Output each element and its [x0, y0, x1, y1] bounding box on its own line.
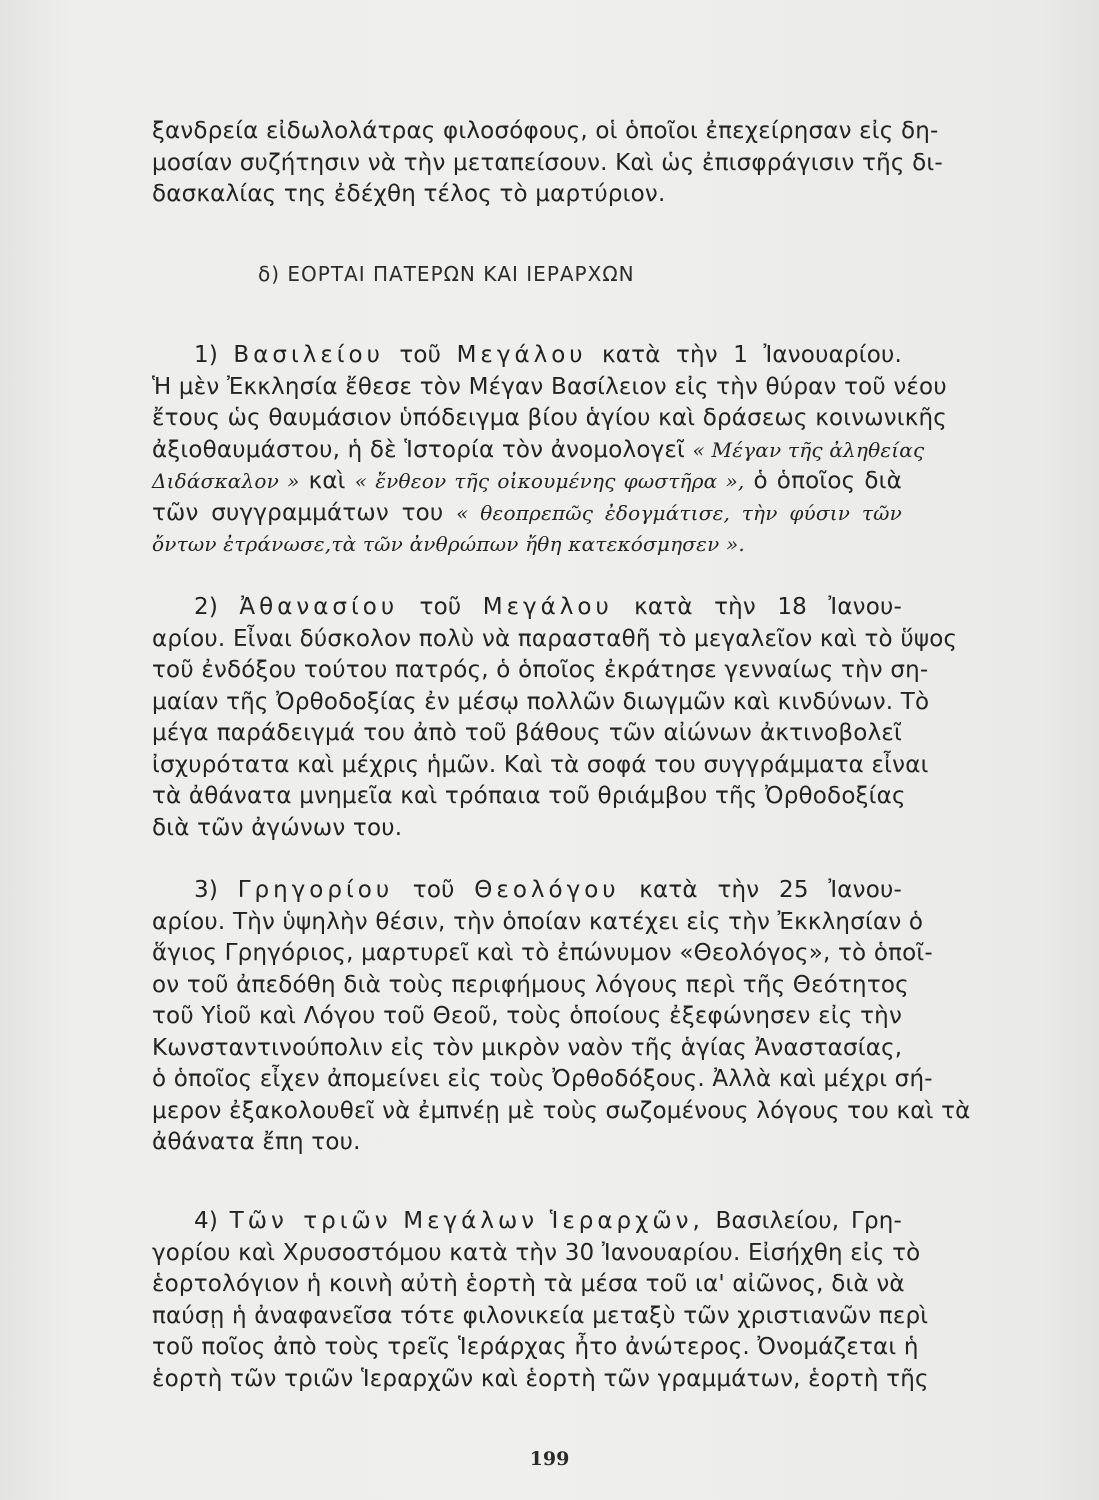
text-line: ξανδρεία εἰδωλολάτρας φιλοσόφους, οἱ ὁποῖοι ἐπεχείρησαν εἰς δη-: [152, 118, 939, 144]
saint-name: Τῶν τριῶν: [229, 1208, 392, 1234]
section-heading: δ) ΕΟΡΤΑΙ ΠΑΤΕΡΩΝ ΚΑΙ ΙΕΡΑΡΧΩΝ: [258, 262, 635, 286]
text-line: τοῦ ἐνδόξου τούτου πατρός, ὁ ὁποῖος ἐκράτησε γενναίως τὴν ση-: [152, 657, 929, 683]
feast-paragraph-basil: [152, 340, 947, 561]
text-segment: ὁ ὁποῖος διὰ: [753, 468, 902, 494]
item-number: 1): [194, 342, 219, 368]
text-line: [152, 340, 902, 372]
text-segment: Βασιλείου, Γρη-: [715, 1208, 903, 1234]
text-line: ἔτους ὡς θαυμάσιον ὑπόδειγμα βίου ἁγίου καὶ δράσεως κοινωνικῆς: [152, 405, 947, 431]
text-line: τοῦ Υἱοῦ καὶ Λόγου τοῦ Θεοῦ, τοὺς ὁποίους ἐξεφώνησεν εἰς τὴν: [152, 1003, 902, 1029]
item-number: 2): [194, 594, 219, 620]
text-line: ἰσχυρότατα καὶ μέχρις ἡμῶν. Καὶ τὰ σοφά του συγγράμματα εἶναι: [152, 751, 929, 778]
page-number: 199: [529, 1448, 570, 1470]
intro-paragraph: [152, 116, 943, 211]
saint-epithet: Θεολόγου: [474, 877, 620, 903]
text-line: [152, 498, 902, 530]
feast-date: κατὰ τὴν 18 Ἰανου-: [634, 594, 903, 620]
saint-name: Γρηγορίου: [237, 877, 394, 903]
feast-date: κατὰ τὴν 1 Ἰανουαρίου.: [602, 342, 903, 368]
text-line: δασκαλίας της ἐδέχθη τέλος τὸ μαρτύριον.: [152, 181, 666, 207]
text-line: διὰ τῶν ἀγώνων του.: [152, 814, 403, 841]
feast-date: κατὰ τὴν 25 Ἰανου-: [639, 877, 902, 903]
text-line: [152, 592, 902, 624]
article-word: τοῦ: [419, 594, 462, 620]
text-line: τοῦ ποῖος ἀπὸ τοὺς τρεῖς Ἱεράρχας ἦτο ἀνώτερος. Ὀνομάζεται ἡ: [152, 1334, 919, 1360]
item-number: 3): [194, 877, 219, 903]
text-line: [152, 466, 902, 498]
saint-name: Ἀθανασίου: [239, 594, 399, 620]
text-segment: τῶν συγγραμμάτων του: [152, 499, 444, 526]
text-line: ἑορτὴ τῶν τριῶν Ἱεραρχῶν καὶ ἑορτὴ τῶν γραμμάτων, ἑορτὴ τῆς: [152, 1365, 929, 1392]
text-line: [152, 875, 902, 907]
text-line: μερον ἐξακολουθεῖ νὰ ἐμπνέῃ μὲ τοὺς σωζομένους λόγους του καὶ τὰ: [152, 1097, 971, 1124]
saint-name: Βασιλείου: [233, 342, 384, 368]
saint-epithet: Μεγάλου: [482, 594, 613, 620]
text-line: ον τοῦ ἀπεδόθη διὰ τοὺς περιφήμους λόγους περὶ τῆς Θεότητος: [152, 971, 909, 998]
text-line: [152, 1206, 902, 1238]
text-line: μέγα παράδειγμά του ἀπὸ τοῦ βάθους τῶν αἰώνων ἀκτινοβολεῖ: [152, 720, 902, 746]
quotation: « θεοπρεπῶς ἐδογμάτισε, τὴν φύσιν τῶν: [456, 500, 903, 525]
text-line: ἅγιος Γρηγόριος, μαρτυρεῖ καὶ τὸ ἐπώνυμον «Θεολόγος», τὸ ὁποῖ-: [152, 940, 933, 966]
text-line: ὁ ὁποῖος εἶχεν ἀπομείνει εἰς τοὺς Ὀρθοδόξους. Ἀλλὰ καὶ μέχρι σή-: [152, 1066, 933, 1092]
text-line: μαίαν τῆς Ὀρθοδοξίας ἐν μέσῳ πολλῶν διωγμῶν καὶ κινδύνων. Τὸ: [152, 688, 930, 715]
saint-epithet: Μεγάλου: [456, 342, 587, 368]
text-line: μοσίαν συζήτησιν νὰ τὴν μεταπείσουν. Καὶ ὡς ἐπισφράγισιν τῆς δι-: [152, 149, 943, 176]
quotation-line: ὄντων ἐτράνωσε,τὰ τῶν ἀνθρώπων ἤθη κατεκόσμησεν ».: [152, 532, 745, 556]
article-word: τοῦ: [412, 877, 455, 903]
text-line: ἑορτολόγιον ἡ κοινὴ αὐτὴ ἑορτὴ τὰ μέσα τοῦ ια' αἰῶνος, διὰ νὰ: [152, 1271, 905, 1297]
text-line: Κωνσταντινούπολιν εἰς τὸν μικρὸν ναὸν τῆς ἁγίας Ἀναστασίας,: [152, 1034, 903, 1061]
feast-paragraph-athanasius: [152, 592, 958, 844]
text-segment: ἀξιοθαυμάστου, ἡ δὲ Ἱστορία τὸν ἀνομολογεῖ: [152, 436, 686, 463]
text-line: αρίου. Εἶναι δύσκολον πολὺ νὰ παρασταθῆ τὸ μεγαλεῖον καὶ τὸ ὕψος: [152, 625, 958, 652]
text-line: αρίου. Τὴν ὑψηλὴν θέσιν, τὴν ὁποίαν κατέχει εἰς τὴν Ἐκκλησίαν ὁ: [152, 908, 924, 935]
text-line: [152, 435, 925, 467]
feast-paragraph-three-hierarchs: [152, 1206, 929, 1395]
text-line: γορίου καὶ Χρυσοστόμου κατὰ τὴν 30 Ἰανουαρίου. Εἰσήχθη εἰς τὸ: [152, 1239, 921, 1266]
quotation: « Μέγαν τῆς ἀληθείας: [692, 437, 925, 462]
item-number: 4): [194, 1208, 219, 1234]
article-word: τοῦ: [399, 342, 442, 368]
saint-epithet: Μεγάλων: [403, 1208, 539, 1234]
feast-paragraph-gregory: [152, 875, 971, 1159]
saint-title: Ἱεραρχῶν,: [549, 1208, 704, 1234]
quotation: Διδάσκαλον »: [152, 469, 300, 493]
text-segment: καὶ: [308, 468, 346, 494]
text-line: ἀθάνατα ἔπη του.: [152, 1129, 361, 1155]
text-line: παύσῃ ἡ ἀναφανεῖσα τότε φιλονικεία μεταξὺ τῶν χριστιανῶν περὶ: [152, 1302, 929, 1329]
text-line: τὰ ἀθάνατα μνημεῖα καὶ τρόπαια τοῦ θριάμβου τῆς Ὀρθοδοξίας: [152, 783, 906, 809]
quotation: « ἔνθεον τῆς οἰκουμένης φωστῆρα »,: [354, 469, 745, 493]
text-line: Ἡ μὲν Ἐκκλησία ἔθεσε τὸν Μέγαν Βασίλειον εἰς τὴν θύραν τοῦ νέου: [152, 373, 947, 400]
